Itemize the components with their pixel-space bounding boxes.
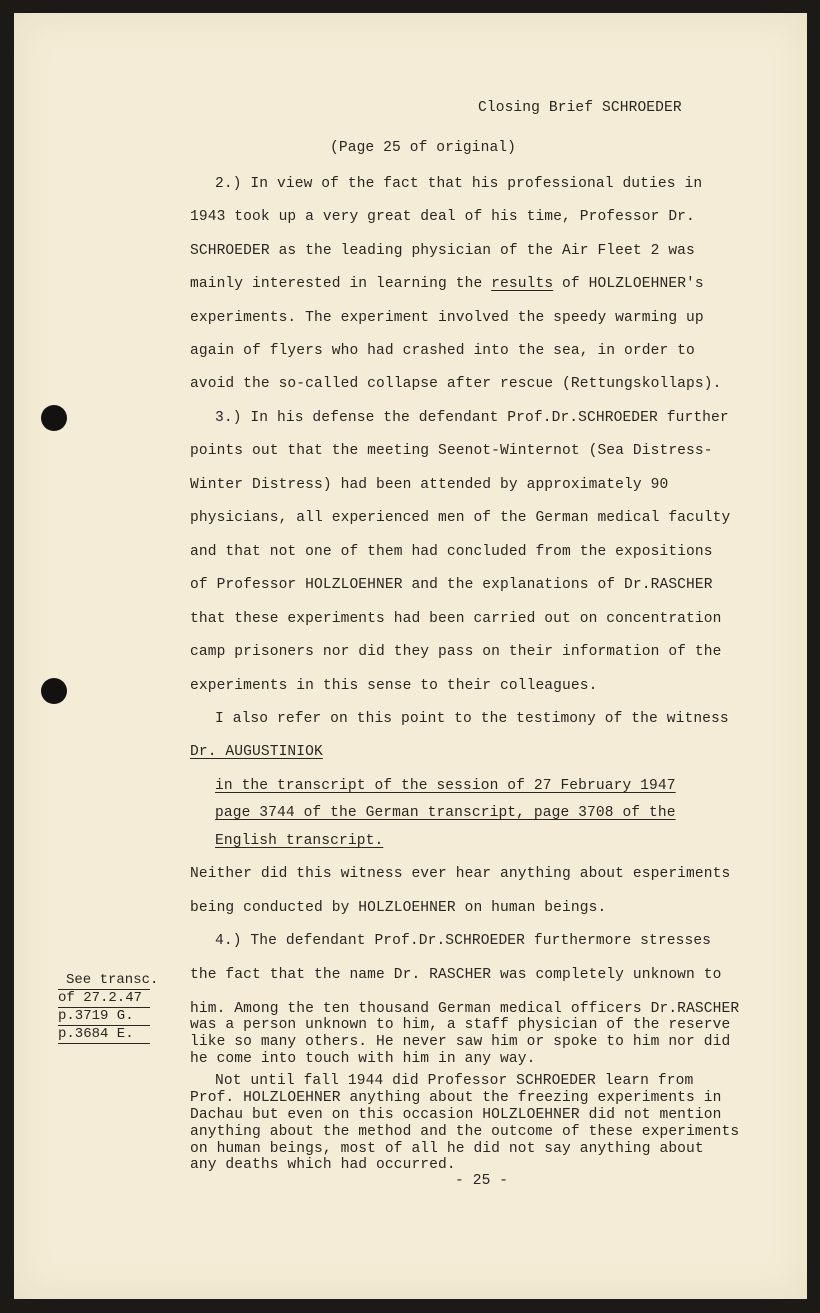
- text-line: 4.) The defendant Prof.Dr.SCHROEDER furthermore stresses: [215, 933, 712, 949]
- text-line: Dachau but even on this occasion HOLZLOEHNER did not mention: [190, 1107, 722, 1123]
- text-line: on human beings, most of all he did not say anything about: [190, 1141, 704, 1157]
- text-line: English transcript.: [215, 833, 384, 849]
- text-line: physicians, all experienced men of the German medical faculty: [190, 510, 731, 526]
- page-number: - 25 -: [455, 1173, 509, 1189]
- text-line: Winter Distress) had been attended by approximately 90: [190, 477, 669, 493]
- page-reference: (Page 25 of original): [330, 140, 517, 156]
- text-line: mainly interested in learning the results of HOLZLOEHNER's: [190, 276, 704, 292]
- text-line: again of flyers who had crashed into the sea, in order to: [190, 343, 695, 359]
- text-line: Not until fall 1944 did Professor SCHROEDER learn from: [215, 1073, 694, 1089]
- text-line: and that not one of them had concluded from the expositions: [190, 544, 713, 560]
- text-line: of Professor HOLZLOEHNER and the explanations of Dr.RASCHER: [190, 577, 713, 593]
- text-line: I also refer on this point to the testimony of the witness: [215, 711, 729, 727]
- text-line: being conducted by HOLZLOEHNER on human beings.: [190, 900, 607, 916]
- punch-hole-top: [41, 405, 67, 431]
- text-line: any deaths which had occurred.: [190, 1157, 456, 1173]
- margin-note-line: p.3684 E.: [58, 1026, 150, 1044]
- margin-note-line: p.3719 G.: [58, 1008, 150, 1026]
- text-line: Neither did this witness ever hear anything about esperiments: [190, 866, 731, 882]
- underlined-results: results: [491, 276, 554, 292]
- text-line: that these experiments had been carried out on concentration: [190, 611, 722, 627]
- text-line: 1943 took up a very great deal of his time, Professor Dr.: [190, 209, 695, 225]
- text-line: anything about the method and the outcome of these experiments: [190, 1124, 740, 1140]
- margin-note-line: See transc.: [58, 972, 150, 990]
- text-line: him. Among the ten thousand German medical officers Dr.RASCHER: [190, 1001, 740, 1017]
- text-line: page 3744 of the German transcript, page 3708 of the: [215, 805, 676, 821]
- text-line: was a person unknown to him, a staff physician of the reserve: [190, 1017, 731, 1033]
- margin-note: [58, 972, 159, 1044]
- text-line: avoid the so-called collapse after rescue (Rettungskollaps).: [190, 376, 722, 392]
- punch-hole-bottom: [41, 678, 67, 704]
- text-line: points out that the meeting Seenot-Winternot (Sea Distress-: [190, 443, 713, 459]
- text-line: 3.) In his defense the defendant Prof.Dr.SCHROEDER further: [215, 410, 729, 426]
- text-line: experiments in this sense to their colleagues.: [190, 678, 598, 694]
- text-line: like so many others. He never saw him or spoke to him nor did: [190, 1034, 731, 1050]
- text-line: he come into touch with him in any way.: [190, 1051, 536, 1067]
- text-line: camp prisoners nor did they pass on their information of the: [190, 644, 722, 660]
- header-title: Closing Brief SCHROEDER: [478, 100, 682, 116]
- text-line: 2.) In view of the fact that his professional duties in: [215, 176, 703, 192]
- margin-note-line: of 27.2.47: [58, 990, 150, 1008]
- text-line: the fact that the name Dr. RASCHER was completely unknown to: [190, 967, 722, 983]
- text-line: experiments. The experiment involved the speedy warming up: [190, 310, 704, 326]
- text-line: SCHROEDER as the leading physician of the Air Fleet 2 was: [190, 243, 695, 259]
- text-line: in the transcript of the session of 27 February 1947: [215, 778, 676, 794]
- text-line: Prof. HOLZLOEHNER anything about the freezing experiments in: [190, 1090, 722, 1106]
- witness-name: Dr. AUGUSTINIOK: [190, 744, 323, 760]
